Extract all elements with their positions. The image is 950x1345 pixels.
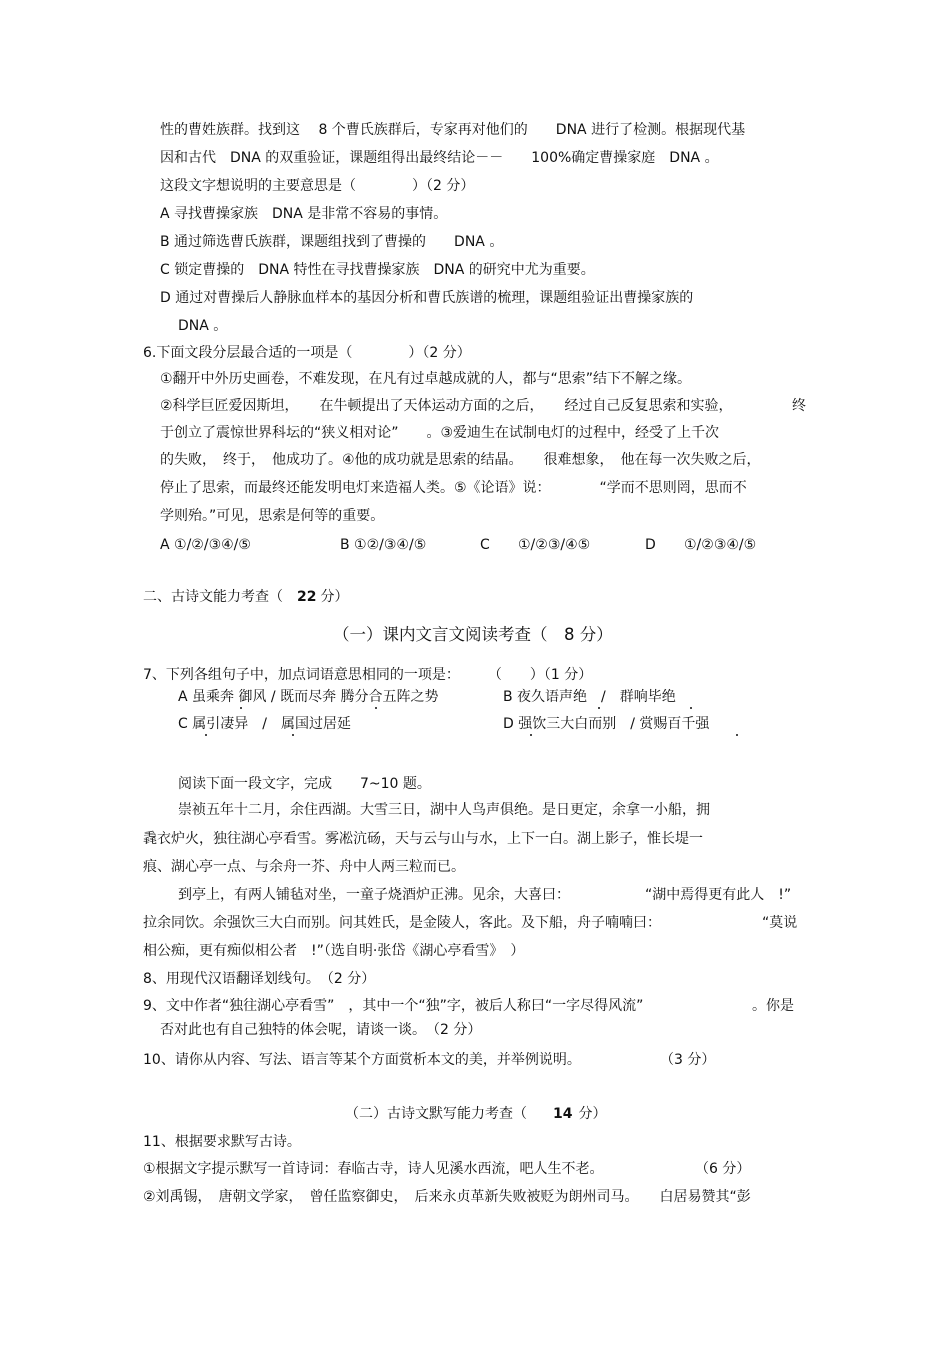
emphasis-dot bbox=[240, 707, 242, 709]
subsection2-title-end: 分） bbox=[578, 1106, 607, 1122]
subsection2-title-text: （二）古诗文默写能力考查（ bbox=[345, 1106, 527, 1122]
q5-option-b: B 通过筛选曹氏族群，课题组找到了曹操的 DNA 。 bbox=[160, 234, 504, 250]
emphasis-dot bbox=[690, 707, 692, 709]
q6-option-a: A ①/②/③④/⑤ bbox=[160, 537, 251, 553]
q6-passage-line2: ②科学巨匠爱因斯坦， 在牛顿提出了天体运动方面的之后， 经过自己反复思索和实验， bbox=[160, 398, 733, 414]
q6-option-d: ①/②③④/⑤ bbox=[684, 537, 757, 553]
subsection1-title: （一）课内文言文阅读考查（ 8 分） bbox=[333, 625, 613, 644]
q9-line2: 否对此也有自己独特的体会呢，请谈一谈。 （2 分） bbox=[160, 1022, 482, 1038]
q5-option-d-line2: DNA 。 bbox=[178, 318, 228, 334]
q7-option-d: D 强饮三大白而别 / 赏赐百千强 bbox=[503, 716, 710, 732]
q10-score: （3 分） bbox=[660, 1052, 716, 1068]
section2-title bbox=[143, 587, 348, 607]
q11-part1: ①根据文字提示默写一首诗词：春临古寺，诗人见溪水西流，吧人生不老。 bbox=[143, 1161, 604, 1177]
q7-option-c: C 属引凄异 / 属国过居延 bbox=[178, 716, 351, 732]
q5-option-a: A 寻找曹操家族 DNA 是非常不容易的事情。 bbox=[160, 206, 448, 222]
q11-part2: ②刘禹锡， 唐朝文学家， 曾任监察御史， 后来永贞革新失败被贬为朗州司马。 白居易赞其“彭 bbox=[143, 1189, 751, 1205]
emphasis-dot bbox=[375, 707, 377, 709]
passage-line4: 到亭上，有两人铺毡对坐，一童子烧酒炉正沸。见余，大喜曰： bbox=[178, 887, 570, 903]
q6-option-c-letter: C bbox=[480, 537, 490, 553]
q11-part1-score: （6 分） bbox=[695, 1161, 751, 1177]
emphasis-dot bbox=[736, 734, 738, 736]
q6-stem: 6.下面文段分层最合适的一项是（ ）（2 分） bbox=[143, 345, 471, 361]
emphasis-dot bbox=[598, 707, 600, 709]
q5-option-c: C 锁定曹操的 DNA 特性在寻找曹操家族 DNA 的研究中尤为重要。 bbox=[160, 262, 595, 278]
q5-question: 这段文字想说明的主要意思是（ ）（2 分） bbox=[160, 178, 475, 194]
q7-stem: 7、下列各组句子中，加点词语意思相同的一项是： （ ）（1 分） bbox=[143, 667, 593, 683]
passage-line6: 相公痴，更有痴似相公者 !”（选自明·张岱《湖心亭看雪》 ） bbox=[143, 943, 525, 959]
passage-line2: 毳衣炉火，独往湖心亭看雪。雾凇沆砀，天与云与山与水，上下一白。湖上影子，惟长堤一 bbox=[143, 831, 703, 847]
q6-passage-line3: 于创立了震惊世界科坛的“狭义相对论” 。③爱迪生在试制电灯的过程中，经受了上千次 bbox=[160, 425, 720, 441]
q6-option-d-letter: D bbox=[645, 537, 656, 553]
passage-line3: 痕、湖心亭一点、与余舟一芥、舟中人两三粒而已。 bbox=[143, 859, 465, 875]
q7-option-b: B 夜久语声绝 / 群响毕绝 bbox=[503, 689, 676, 705]
q8-text: 8、用现代汉语翻译划线句。 （2 分） bbox=[143, 971, 376, 987]
q6-passage-line5: 停止了思索，而最终还能发明电灯来造福人类。⑤《论语》说： “学而不思则罔，思而不 bbox=[160, 480, 747, 496]
q6-passage-line2-end: 终 bbox=[792, 398, 806, 414]
q5-line1: 性的曹姓族群。找到这 8 个曹氏族群后，专家再对他们的 DNA 进行了检测。根据现代基 bbox=[160, 122, 746, 138]
section2-score: 22 bbox=[297, 589, 317, 605]
q10-text: 10、请你从内容、写法、语言等某个方面赏析本文的美，并举例说明。 bbox=[143, 1052, 581, 1068]
emphasis-dot bbox=[205, 734, 207, 736]
q5-option-d-line1: D 通过对曹操后人静脉血样本的基因分析和曹氏族谱的梳理，课题组验证出曹操家族的 bbox=[160, 290, 694, 306]
emphasis-dot bbox=[292, 734, 294, 736]
q6-passage-line4: 的失败， 终于， 他成功了。④他的成功就是思索的结晶。 很难想象， 他在每一次失败之后， bbox=[160, 452, 761, 468]
section2-title-end: 分） bbox=[320, 589, 349, 605]
q6-option-b: B ①②/③④/⑤ bbox=[340, 537, 427, 553]
q11-stem: 11、根据要求默写古诗。 bbox=[143, 1134, 301, 1150]
q9-line1: 9、文中作者“独往湖心亭看雪” ，其中一个“独”字，被后人称曰“一字尽得风流” bbox=[143, 998, 644, 1014]
q6-passage-line6: 学则殆。”可见，思索是何等的重要。 bbox=[160, 508, 385, 524]
subsection2-title bbox=[345, 1104, 606, 1124]
passage-line4-quote: “湖中焉得更有此人 !” bbox=[645, 887, 792, 903]
reading-intro: 阅读下面一段文字，完成 7~10 题。 bbox=[178, 776, 431, 792]
emphasis-dot bbox=[530, 734, 532, 736]
passage-line1: 崇祯五年十二月，余住西湖。大雪三日，湖中人鸟声俱绝。是日更定，余拿一小船，拥 bbox=[178, 802, 710, 818]
q9-line1-end: 。你是 bbox=[752, 998, 794, 1014]
passage-line5: 拉余同饮。余强饮三大白而别。问其姓氏，是金陵人，客此。及下船，舟子喃喃曰： bbox=[143, 915, 661, 931]
section2-title-text: 二、古诗文能力考查（ bbox=[143, 589, 283, 605]
subsection2-score: 14 bbox=[553, 1106, 573, 1122]
q6-option-c: ①/②③/④⑤ bbox=[518, 537, 591, 553]
passage-line5-quote: “莫说 bbox=[762, 915, 798, 931]
q6-passage-line1: ①翻开中外历史画卷，不难发现，在凡有过卓越成就的人，都与“思索”结下不解之缘。 bbox=[160, 371, 692, 387]
q7-option-a: A 虽乘奔 御风 / 既而尽奔 腾分合五阵之势 bbox=[178, 689, 439, 705]
q5-line2: 因和古代 DNA 的双重验证，课题组得出最终结论－－ 100%确定曹操家庭 DNA 。 bbox=[160, 150, 719, 166]
